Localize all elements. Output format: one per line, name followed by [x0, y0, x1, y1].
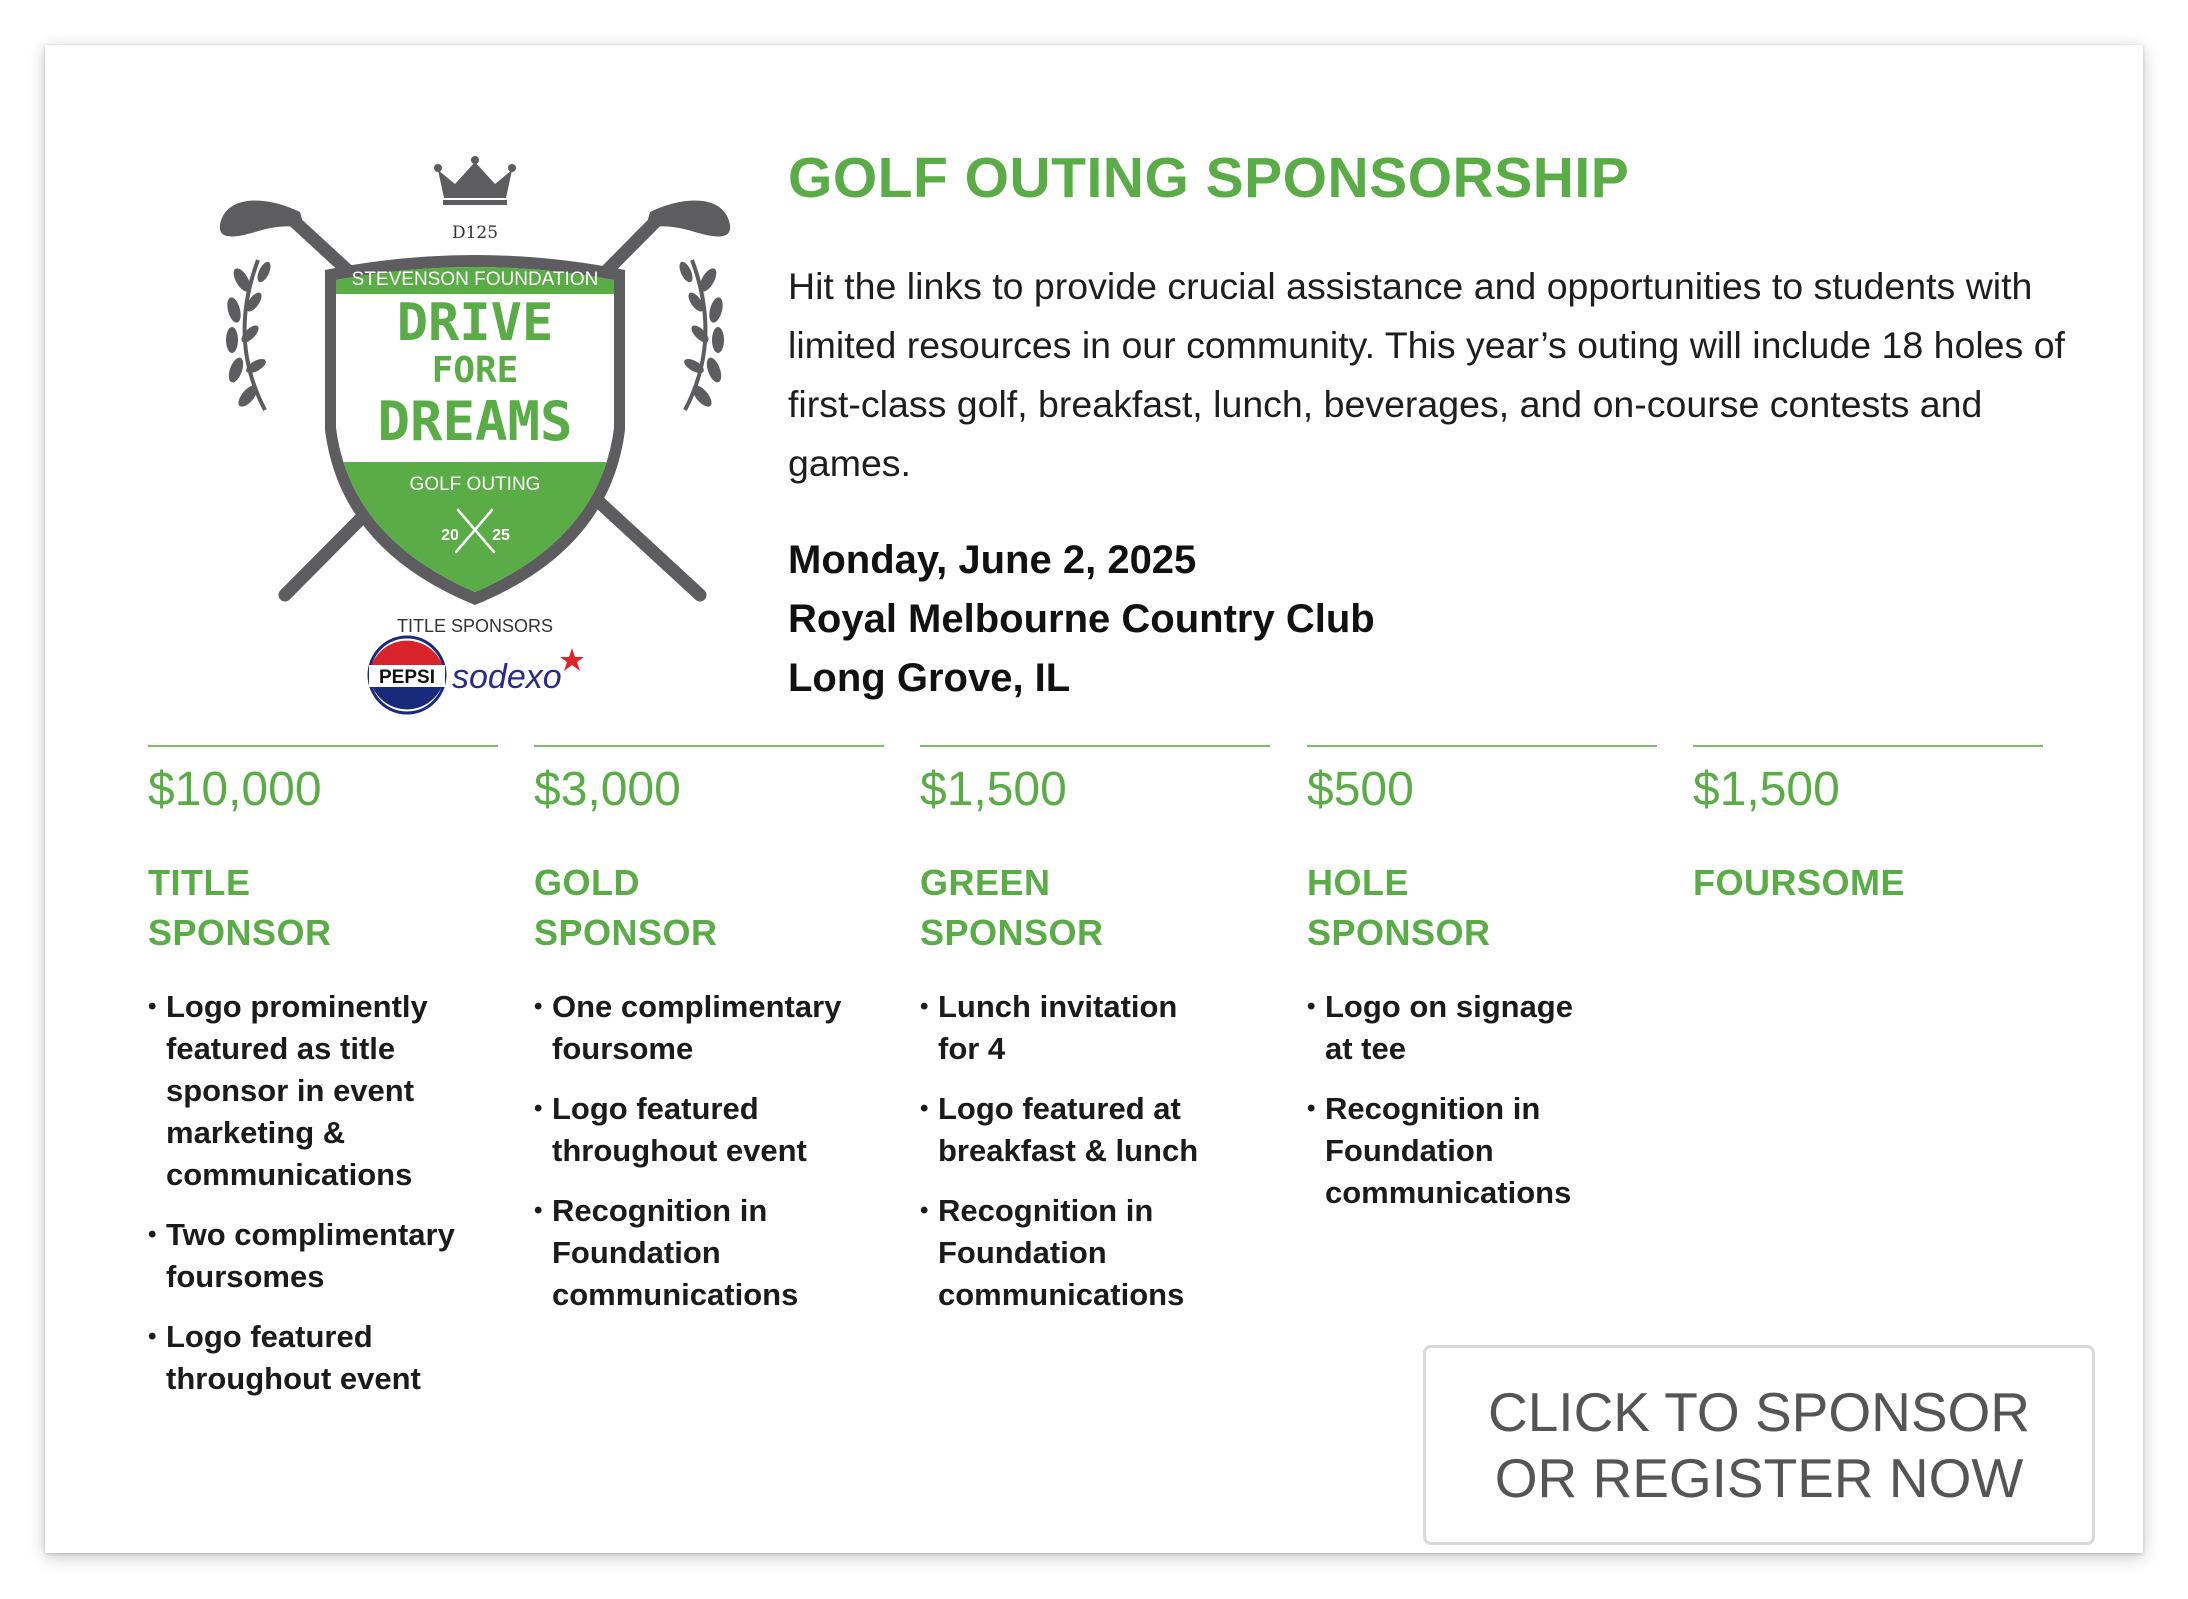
tier-rule [1307, 745, 1657, 747]
drive-fore-dreams-logo [180, 140, 770, 740]
event-details [788, 531, 1375, 708]
laurel-right-icon [677, 260, 725, 410]
tier-name: GOLD SPONSOR [534, 862, 718, 953]
tier-title-sponsor [148, 745, 498, 1418]
tier-hole-sponsor [1307, 745, 1657, 1232]
tier-rule [920, 745, 1270, 747]
sponsor-register-button[interactable] [1423, 1345, 2095, 1545]
benefit-item: • Recognition in Foundation communications [534, 1190, 884, 1316]
tier-price: $1,500 [920, 763, 1067, 816]
benefit-item: • Logo featured at breakfast & lunch [920, 1088, 1270, 1172]
logo-year-right: 25 [492, 527, 510, 544]
tier-name: FOURSOME [1693, 862, 1906, 903]
tier-rule [534, 745, 884, 747]
tier-benefits [148, 986, 498, 1400]
tier-price: $1,500 [1693, 763, 1840, 816]
tier-benefits [1307, 986, 1657, 1214]
district-text: D125 [451, 223, 499, 243]
benefit-item: • Logo featured throughout event [148, 1316, 498, 1400]
sodexo-text: sodexo [452, 658, 562, 696]
tier-green-sponsor [920, 745, 1270, 1334]
tier-gold-sponsor [534, 745, 884, 1334]
cta-line-1: CLICK TO SPONSOR [1488, 1381, 2030, 1443]
benefit-item: • Logo prominently featured as title sponsor in event marketing & communications [148, 986, 498, 1196]
pepsi-logo [369, 637, 445, 713]
tier-foursome [1693, 745, 2043, 958]
tier-benefits [920, 986, 1270, 1316]
page-title: GOLF OUTING SPONSORSHIP [788, 146, 1630, 210]
tier-price: $500 [1307, 763, 1414, 816]
event-date: Monday, June 2, 2025 [788, 538, 1197, 582]
logo-year-left: 20 [441, 527, 459, 544]
laurel-left-icon [225, 260, 273, 410]
logo-line-dreams: DREAMS [377, 390, 573, 453]
logo-line-drive: DRIVE [396, 293, 554, 353]
tier-name: HOLE SPONSOR [1307, 862, 1491, 953]
tier-price: $3,000 [534, 763, 681, 816]
pepsi-text: PEPSI [379, 667, 435, 688]
logo-banner-top: STEVENSON FOUNDATION [351, 269, 599, 290]
tier-rule [148, 745, 498, 747]
tier-benefits [534, 986, 884, 1316]
benefit-item: • One complimentary foursome [534, 986, 884, 1070]
benefit-item: • Two complimentary foursomes [148, 1214, 498, 1298]
event-venue: Royal Melbourne Country Club [788, 597, 1375, 641]
benefit-item: • Logo featured throughout event [534, 1088, 884, 1172]
benefit-item: • Recognition in Foundation communications [1307, 1088, 1657, 1214]
tier-name: TITLE SPONSOR [148, 862, 332, 953]
logo-line-fore: FORE [431, 350, 519, 391]
cta-line-2: OR REGISTER NOW [1494, 1447, 2024, 1509]
crown-icon [434, 156, 516, 205]
title-sponsors-label: TITLE SPONSORS [396, 616, 554, 636]
tier-name: GREEN SPONSOR [920, 862, 1104, 953]
flyer-card [45, 45, 2143, 1553]
benefit-item: • Logo on signage at tee [1307, 986, 1657, 1070]
benefit-item: • Recognition in Foundation communications [920, 1190, 1270, 1316]
event-location: Long Grove, IL [788, 656, 1071, 700]
tier-rule [1693, 745, 2043, 747]
intro-paragraph: Hit the links to provide crucial assistance and opportunities to students with limited resources in our community. This year’s outing will include 18 holes of first-class golf, breakfast, lunch, beverages, and on-course contests and games. [788, 265, 2065, 484]
logo-banner-bottom: GOLF OUTING [409, 474, 541, 495]
tier-price: $10,000 [148, 763, 322, 816]
benefit-item: • Lunch invitation for 4 [920, 986, 1270, 1070]
sodexo-star-icon [560, 648, 584, 671]
